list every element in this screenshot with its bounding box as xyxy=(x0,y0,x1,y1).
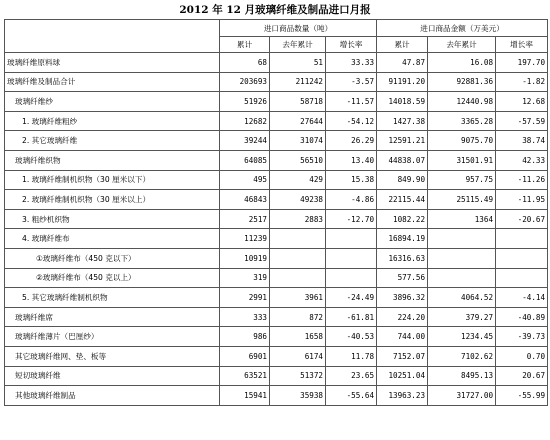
amt-cum-cell: 47.87 xyxy=(377,53,428,73)
table-row xyxy=(5,150,548,170)
qty-cum-cell: 6901 xyxy=(220,346,270,366)
qty-growth-cell: 26.29 xyxy=(326,131,377,151)
amt-growth-cell: -1.82 xyxy=(496,72,548,92)
amt-cum-cell: 13963.23 xyxy=(377,386,428,406)
amt-cum-cell: 3896.32 xyxy=(377,288,428,308)
qty-cum-cell: 10919 xyxy=(220,248,270,268)
amt-growth-cell: 12.68 xyxy=(496,92,548,112)
table-row xyxy=(5,307,548,327)
header-quantity-label: 进口商品数量（吨） xyxy=(263,23,333,33)
qty-growth-cell: -12.70 xyxy=(326,209,377,229)
qty-cum-cell: 333 xyxy=(220,307,270,327)
qty-growth-cell: -55.64 xyxy=(326,386,377,406)
amt-growth-cell xyxy=(496,268,548,288)
qty-growth-cell: 15.38 xyxy=(326,170,377,190)
table-row xyxy=(5,209,548,229)
table-row xyxy=(5,288,548,308)
qty-last-cum-cell: 51 xyxy=(270,53,326,73)
header-qty-cum: 累计 xyxy=(220,37,270,53)
qty-cum-cell: 319 xyxy=(220,268,270,288)
amt-growth-cell: -39.73 xyxy=(496,327,548,347)
amt-growth-cell: -20.67 xyxy=(496,209,548,229)
qty-last-cum-cell: 27644 xyxy=(270,111,326,131)
row-name-cell: 3. 粗纱机织物 xyxy=(5,209,220,229)
amt-growth-cell: -4.14 xyxy=(496,288,548,308)
table-row xyxy=(5,170,548,190)
amt-last-cum-cell: 92881.36 xyxy=(428,72,496,92)
qty-last-cum-cell xyxy=(270,248,326,268)
amt-last-cum-cell xyxy=(428,268,496,288)
amt-growth-cell: 38.74 xyxy=(496,131,548,151)
qty-cum-cell: 12682 xyxy=(220,111,270,131)
amt-cum-cell: 12591.21 xyxy=(377,131,428,151)
amt-cum-cell: 577.56 xyxy=(377,268,428,288)
row-name-cell: 1. 玻璃纤维制机织物（30 厘米以下） xyxy=(5,170,220,190)
qty-growth-cell: -40.53 xyxy=(326,327,377,347)
amt-growth-cell: -57.59 xyxy=(496,111,548,131)
qty-growth-cell: 13.40 xyxy=(326,150,377,170)
qty-cum-cell: 15941 xyxy=(220,386,270,406)
qty-cum-cell: 495 xyxy=(220,170,270,190)
qty-cum-cell: 2991 xyxy=(220,288,270,308)
amt-growth-cell: 0.70 xyxy=(496,346,548,366)
header-quantity-group xyxy=(220,20,377,37)
amt-cum-cell: 1082.22 xyxy=(377,209,428,229)
qty-last-cum-cell xyxy=(270,268,326,288)
header-amt-growth: 增长率 xyxy=(496,37,548,53)
qty-cum-cell: 203693 xyxy=(220,72,270,92)
qty-cum-cell: 39244 xyxy=(220,131,270,151)
qty-growth-cell: -4.86 xyxy=(326,190,377,210)
amt-growth-cell: 20.67 xyxy=(496,366,548,386)
table-row xyxy=(5,229,548,249)
qty-growth-cell xyxy=(326,229,377,249)
qty-growth-cell xyxy=(326,248,377,268)
qty-cum-cell: 51926 xyxy=(220,92,270,112)
qty-growth-cell: 33.33 xyxy=(326,53,377,73)
qty-last-cum-cell: 2883 xyxy=(270,209,326,229)
table-row xyxy=(5,92,548,112)
qty-last-cum-cell: 6174 xyxy=(270,346,326,366)
qty-growth-cell xyxy=(326,268,377,288)
amt-cum-cell: 14018.59 xyxy=(377,92,428,112)
header-amount-group xyxy=(377,20,548,37)
qty-growth-cell: -24.49 xyxy=(326,288,377,308)
amt-last-cum-cell: 12440.98 xyxy=(428,92,496,112)
row-name-cell: 玻璃纤维织物 xyxy=(5,150,220,170)
qty-cum-cell: 2517 xyxy=(220,209,270,229)
amt-growth-cell: -11.95 xyxy=(496,190,548,210)
row-name-cell: 1. 玻璃纤维粗纱 xyxy=(5,111,220,131)
header-row-group xyxy=(5,20,548,37)
row-name-cell: 4. 玻璃纤维布 xyxy=(5,229,220,249)
qty-growth-cell: 23.65 xyxy=(326,366,377,386)
row-name-cell: 2. 其它玻璃纤维 xyxy=(5,131,220,151)
header-corner-cell xyxy=(5,20,220,53)
table-row xyxy=(5,190,548,210)
qty-cum-cell: 11239 xyxy=(220,229,270,249)
table-row xyxy=(5,386,548,406)
qty-last-cum-cell: 56510 xyxy=(270,150,326,170)
amt-growth-cell: 42.33 xyxy=(496,150,548,170)
row-name-cell: 5. 其它玻璃纤维制机织物 xyxy=(5,288,220,308)
table-row xyxy=(5,366,548,386)
header-amt-last-cum: 去年累计 xyxy=(428,37,496,53)
qty-growth-cell: -11.57 xyxy=(326,92,377,112)
amt-growth-cell: -55.99 xyxy=(496,386,548,406)
qty-last-cum-cell: 35938 xyxy=(270,386,326,406)
amt-last-cum-cell xyxy=(428,229,496,249)
amt-cum-cell: 10251.04 xyxy=(377,366,428,386)
amt-cum-cell: 44838.07 xyxy=(377,150,428,170)
qty-cum-cell: 68 xyxy=(220,53,270,73)
amt-growth-cell: 197.70 xyxy=(496,53,548,73)
table-row xyxy=(5,268,548,288)
amt-last-cum-cell: 1234.45 xyxy=(428,327,496,347)
qty-last-cum-cell: 31074 xyxy=(270,131,326,151)
table-body xyxy=(5,20,548,406)
row-name-cell: 玻璃纤维原料球 xyxy=(5,53,220,73)
qty-growth-cell: -3.57 xyxy=(326,72,377,92)
amt-cum-cell: 224.20 xyxy=(377,307,428,327)
amt-cum-cell: 22115.44 xyxy=(377,190,428,210)
amt-cum-cell: 91191.20 xyxy=(377,72,428,92)
qty-cum-cell: 986 xyxy=(220,327,270,347)
qty-last-cum-cell: 1658 xyxy=(270,327,326,347)
table-row xyxy=(5,327,548,347)
qty-growth-cell: -54.12 xyxy=(326,111,377,131)
qty-growth-cell: 11.78 xyxy=(326,346,377,366)
amt-growth-cell: -40.89 xyxy=(496,307,548,327)
amt-cum-cell: 744.00 xyxy=(377,327,428,347)
amt-last-cum-cell xyxy=(428,248,496,268)
qty-last-cum-cell: 49238 xyxy=(270,190,326,210)
amt-last-cum-cell: 9075.70 xyxy=(428,131,496,151)
qty-cum-cell: 64085 xyxy=(220,150,270,170)
report-title: 2012 年 12 月玻璃纤维及制品进口月报 xyxy=(179,4,371,16)
amt-last-cum-cell: 7102.62 xyxy=(428,346,496,366)
qty-last-cum-cell: 51372 xyxy=(270,366,326,386)
amt-last-cum-cell: 3365.28 xyxy=(428,111,496,131)
row-name-cell: 玻璃纤维薄片（巴厘纱） xyxy=(5,327,220,347)
row-name-cell: ①玻璃纤维布（450 克以下） xyxy=(5,248,220,268)
table-row xyxy=(5,346,548,366)
amt-cum-cell: 849.90 xyxy=(377,170,428,190)
header-amount-label: 进口商品金额（万美元） xyxy=(420,23,504,33)
qty-last-cum-cell: 3961 xyxy=(270,288,326,308)
amt-last-cum-cell: 31727.00 xyxy=(428,386,496,406)
amt-last-cum-cell: 16.08 xyxy=(428,53,496,73)
header-qty-growth: 增长率 xyxy=(326,37,377,53)
row-name-cell: 其它玻璃纤维网、垫、板等 xyxy=(5,346,220,366)
row-name-cell: 2. 玻璃纤维制机织物（30 厘米以上） xyxy=(5,190,220,210)
qty-last-cum-cell: 58718 xyxy=(270,92,326,112)
qty-cum-cell: 46843 xyxy=(220,190,270,210)
qty-last-cum-cell xyxy=(270,229,326,249)
qty-growth-cell: -61.81 xyxy=(326,307,377,327)
row-name-cell: ②玻璃纤维布（450 克以上） xyxy=(5,268,220,288)
row-name-cell: 短切玻璃纤维 xyxy=(5,366,220,386)
table-row xyxy=(5,53,548,73)
row-name-cell: 玻璃纤维纱 xyxy=(5,92,220,112)
amt-last-cum-cell: 957.75 xyxy=(428,170,496,190)
qty-last-cum-cell: 211242 xyxy=(270,72,326,92)
table-row xyxy=(5,248,548,268)
row-name-cell: 玻璃纤维及制品合计 xyxy=(5,72,220,92)
amt-last-cum-cell: 8495.13 xyxy=(428,366,496,386)
amt-last-cum-cell: 1364 xyxy=(428,209,496,229)
import-report-table xyxy=(4,19,548,406)
table-row xyxy=(5,72,548,92)
table-row xyxy=(5,131,548,151)
qty-last-cum-cell: 429 xyxy=(270,170,326,190)
amt-growth-cell xyxy=(496,229,548,249)
row-name-cell: 玻璃纤维席 xyxy=(5,307,220,327)
header-qty-last-cum: 去年累计 xyxy=(270,37,326,53)
amt-cum-cell: 1427.38 xyxy=(377,111,428,131)
amt-last-cum-cell: 25115.49 xyxy=(428,190,496,210)
qty-cum-cell: 63521 xyxy=(220,366,270,386)
amt-cum-cell: 16894.19 xyxy=(377,229,428,249)
row-name-cell: 其他玻璃纤维制品 xyxy=(5,386,220,406)
amt-cum-cell: 7152.07 xyxy=(377,346,428,366)
amt-growth-cell: -11.26 xyxy=(496,170,548,190)
header-amt-cum: 累计 xyxy=(377,37,428,53)
table-row xyxy=(5,111,548,131)
amt-last-cum-cell: 4064.52 xyxy=(428,288,496,308)
amt-last-cum-cell: 31501.91 xyxy=(428,150,496,170)
amt-cum-cell: 16316.63 xyxy=(377,248,428,268)
amt-growth-cell xyxy=(496,248,548,268)
amt-last-cum-cell: 379.27 xyxy=(428,307,496,327)
qty-last-cum-cell: 872 xyxy=(270,307,326,327)
